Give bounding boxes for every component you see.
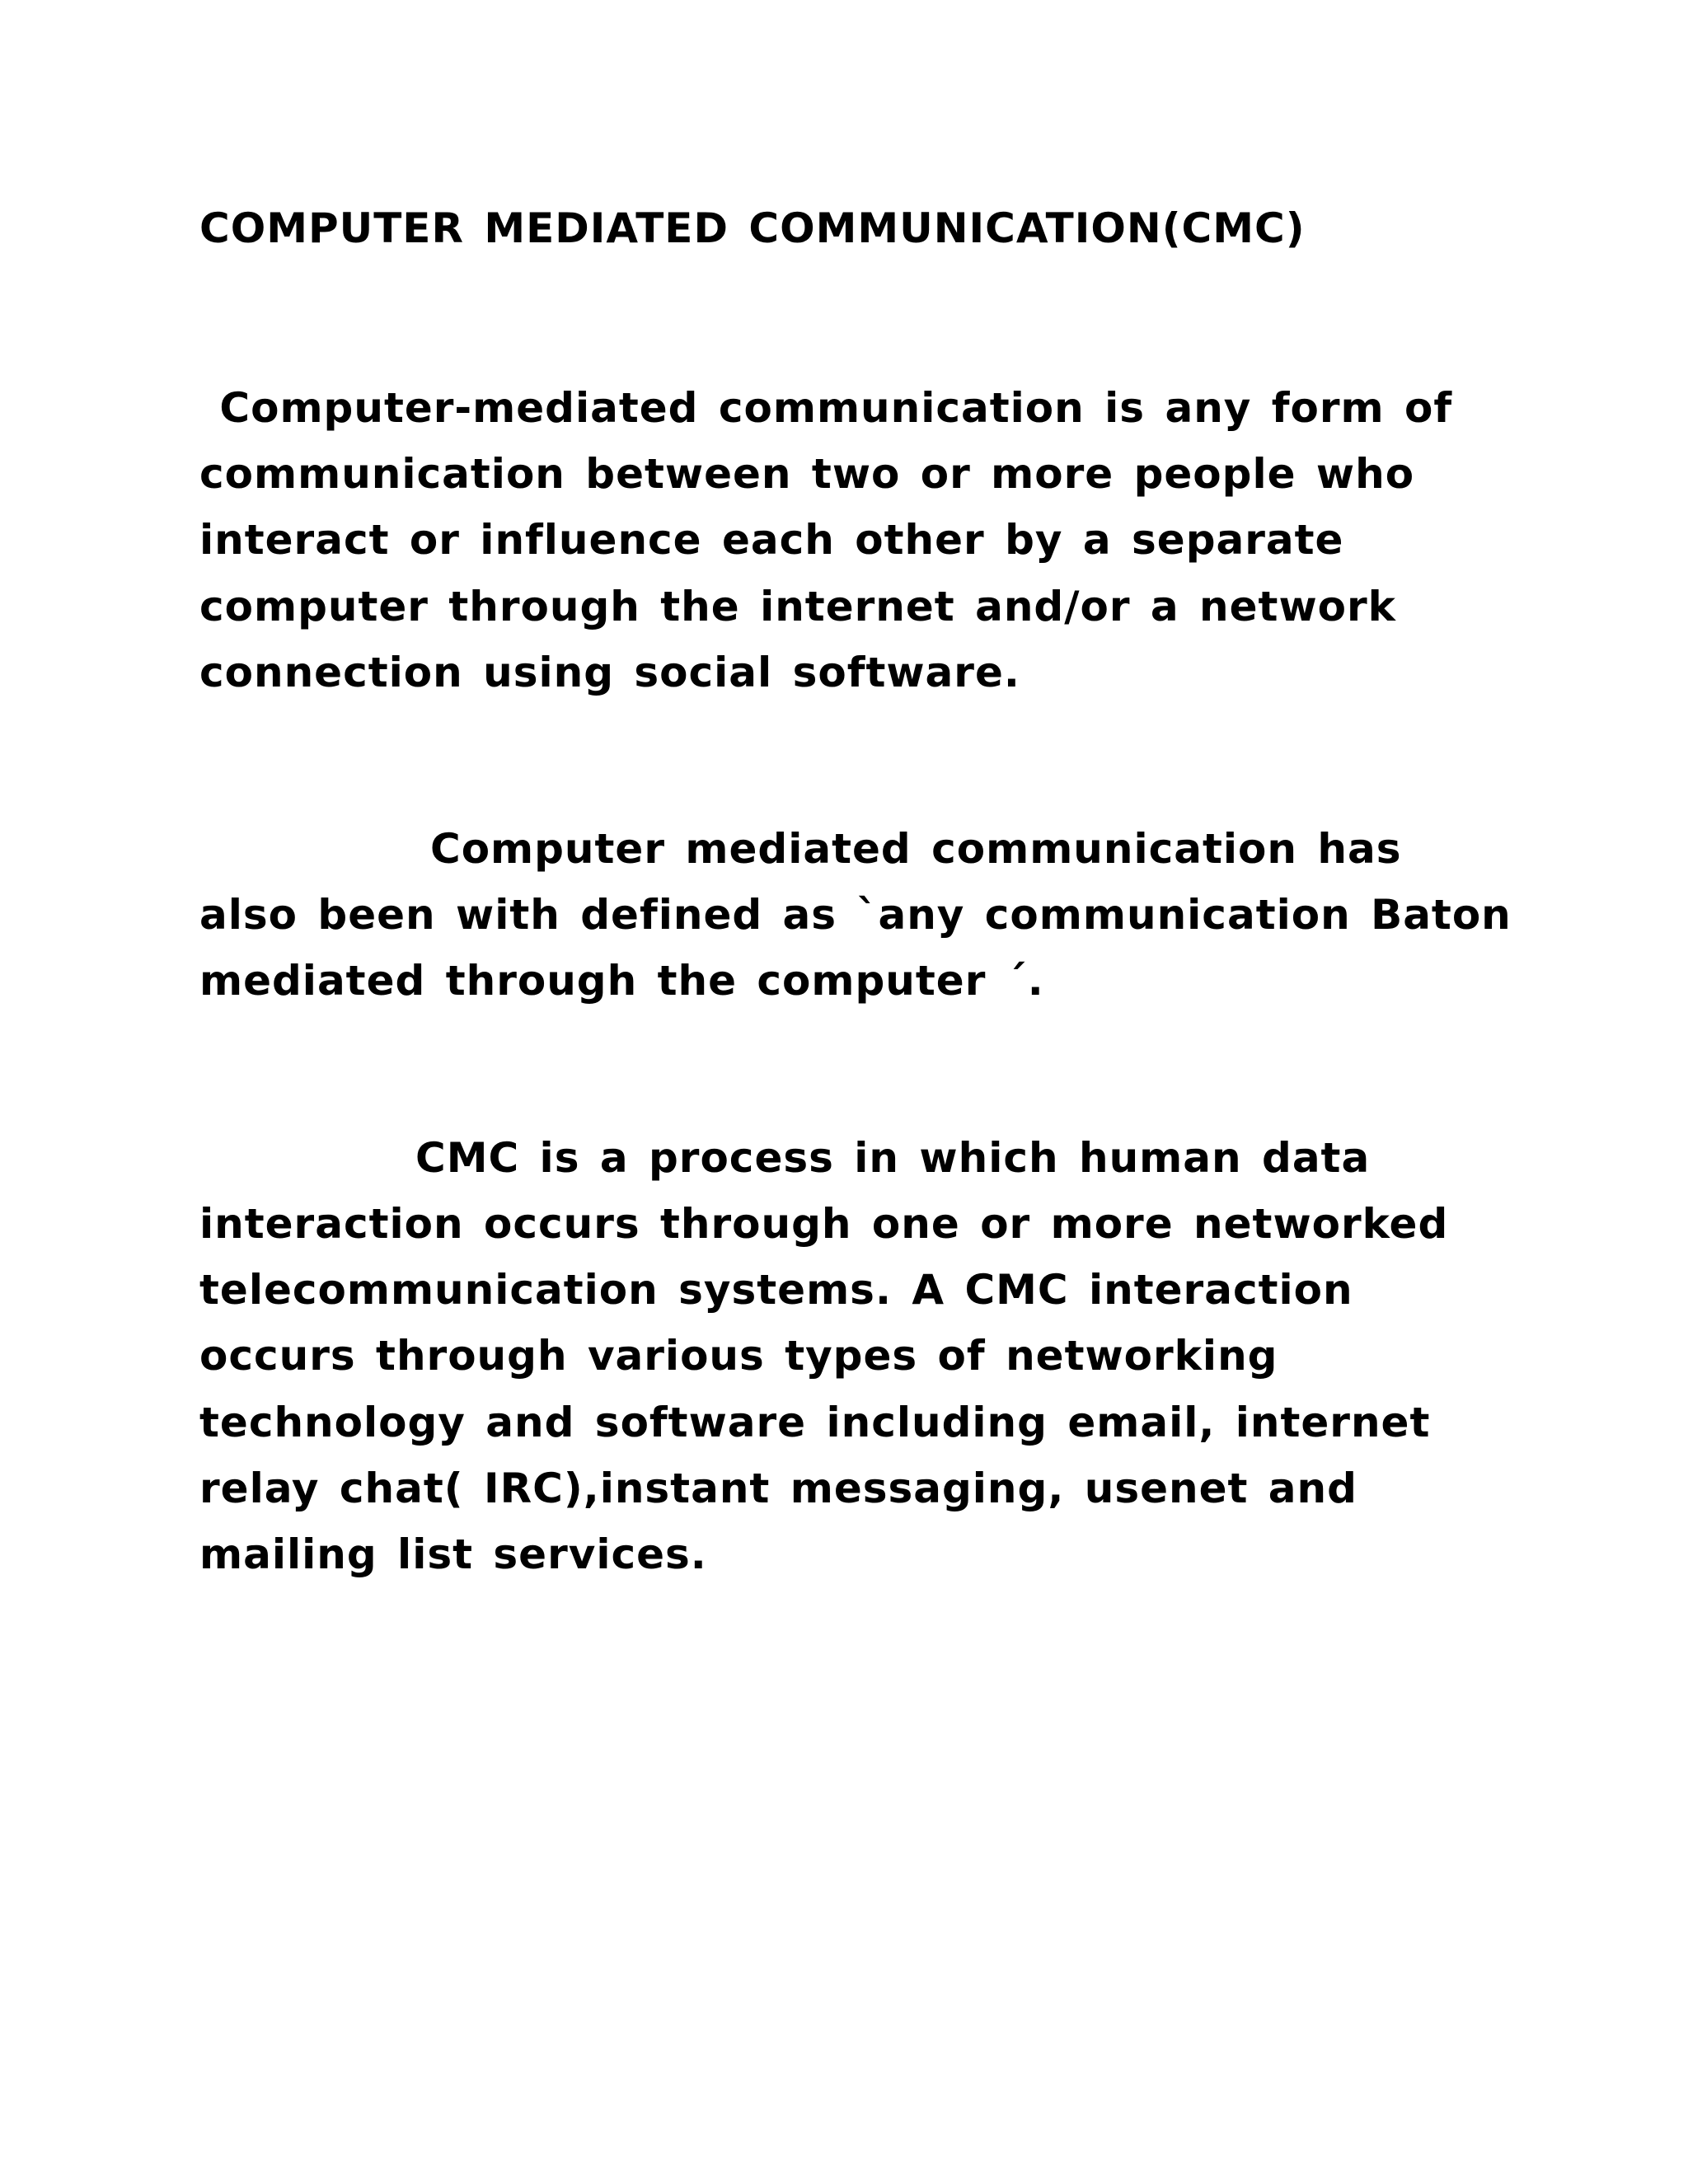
paragraph-line: relay chat( IRC),instant messaging, usenet and <box>199 1465 1357 1512</box>
page-title: COMPUTER MEDIATED COMMUNICATION(CMC) <box>199 204 1306 252</box>
paragraph-line: interact or influence each other by a separate <box>199 516 1344 564</box>
paragraph-line: CMC is a process in which human data <box>415 1134 1371 1182</box>
paragraph-line: mailing list services. <box>199 1530 707 1578</box>
paragraph-line: technology and software including email, internet <box>199 1399 1431 1446</box>
paragraph-line: Computer mediated communication has <box>430 825 1402 873</box>
paragraph-line: connection using social software. <box>199 649 1020 696</box>
paragraph-line: communication between two or more people who <box>199 450 1415 498</box>
paragraph-line: occurs through various types of networking <box>199 1332 1278 1380</box>
paragraph-line: mediated through the computer ´. <box>199 957 1044 1005</box>
paragraph-line: interaction occurs through one or more networked <box>199 1200 1449 1248</box>
paragraph-line: also been with defined as `any communication Baton <box>199 891 1512 939</box>
paragraph-line: Computer-mediated communication is any form of <box>199 384 1453 432</box>
paragraph-line: computer through the internet and/or a network <box>199 583 1396 630</box>
paragraph-line: telecommunication systems. A CMC interaction <box>199 1266 1353 1314</box>
